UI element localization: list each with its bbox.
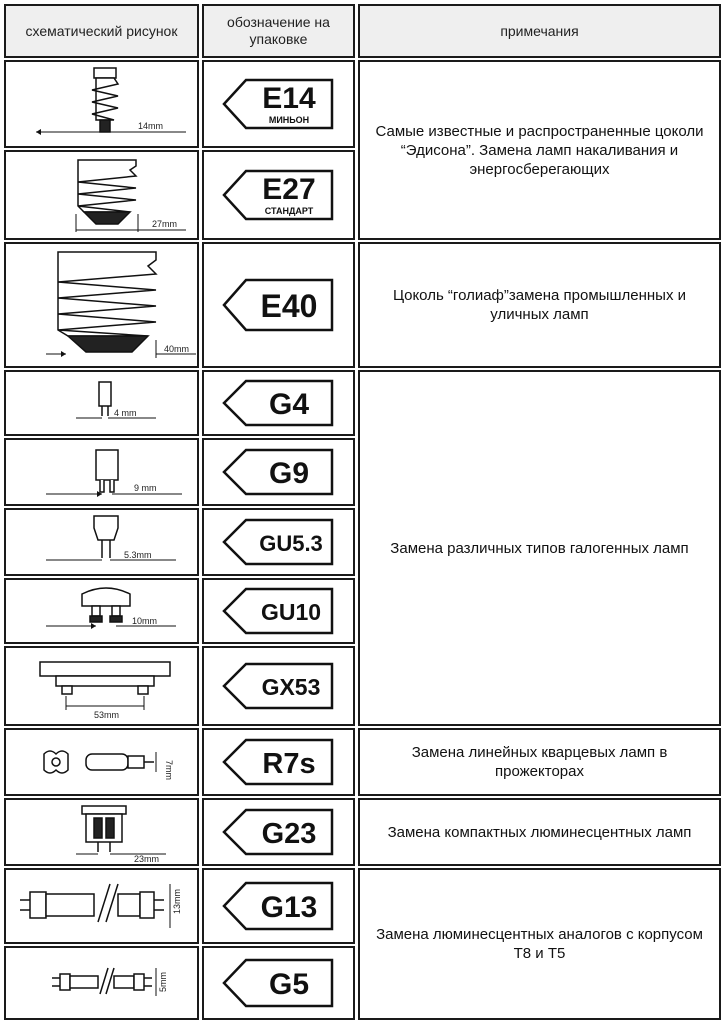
r7s-dim-label: 7mm <box>164 760 174 780</box>
e40-code: E40 <box>260 288 318 324</box>
note-fluorescent: Замена люминесцентных аналогов с корпусом Т8 и Т5 <box>358 868 721 1020</box>
gu10-dim-label: 10mm <box>132 616 158 626</box>
marking-e14 <box>202 60 355 148</box>
e14-base-drawing <box>92 68 118 132</box>
sketch-g13 <box>4 868 199 944</box>
g23-dim-label: 23mm <box>134 854 160 864</box>
e14-dim-label: 14mm <box>138 121 164 131</box>
gx53-base-drawing <box>40 662 170 694</box>
gx53-dim-label: 53mm <box>94 710 120 720</box>
gu53-base-drawing <box>94 516 118 558</box>
marking-e27 <box>202 150 355 240</box>
g5-code: G5 <box>268 968 310 1001</box>
e40-dim-label: 40mm <box>164 344 190 354</box>
gu53-code: GU5.3 <box>259 531 323 556</box>
sketch-g23 <box>4 798 199 866</box>
g5-base-drawing <box>52 968 152 994</box>
g4-code: G4 <box>268 388 310 421</box>
header-notes: примечания <box>358 4 721 58</box>
sketch-e40 <box>4 242 199 368</box>
note-r7s: Замена линейных кварцевых ламп в прожекторах <box>358 728 721 796</box>
g4-dim-label: 4 mm <box>114 408 137 418</box>
marking-gx53 <box>202 646 355 726</box>
marking-g9 <box>202 438 355 506</box>
sketch-g9 <box>4 438 199 506</box>
g13-base-drawing <box>20 884 164 922</box>
sketch-e14 <box>4 60 199 148</box>
marking-r7s <box>202 728 355 796</box>
e14-code: E14 <box>262 82 316 115</box>
e14-sub: МИНЬОН <box>268 115 310 125</box>
marking-gu10 <box>202 578 355 644</box>
marking-g13 <box>202 868 355 944</box>
note-edison: Самые известные и распространенные цоколи “Эдисона”. Замена ламп накаливания и энергосберегающих <box>358 60 721 240</box>
marking-g5 <box>202 946 355 1020</box>
header-marking: обозначение на упаковке <box>202 4 355 58</box>
g5-dim-label: 5mm <box>158 972 168 992</box>
marking-gu53 <box>202 508 355 576</box>
g23-base-drawing <box>82 806 126 852</box>
e40-base-drawing <box>58 252 156 352</box>
r7s-code: R7s <box>262 748 316 780</box>
note-goliath: Цоколь “голиаф”замена промышленных и уличных ламп <box>358 242 721 368</box>
e27-sub: СТАНДАРТ <box>264 206 314 216</box>
g9-base-drawing <box>96 450 118 492</box>
g9-code: G9 <box>268 457 310 490</box>
e27-base-drawing <box>78 160 136 224</box>
marking-g23 <box>202 798 355 866</box>
e27-dim-label: 27mm <box>152 219 178 229</box>
g13-dim-label: 13mm <box>172 888 182 914</box>
marking-e40 <box>202 242 355 368</box>
marking-g4 <box>202 370 355 436</box>
e27-code: E27 <box>262 173 316 206</box>
sketch-r7s <box>4 728 199 796</box>
gu10-code: GU10 <box>260 599 322 625</box>
r7s-base-drawing <box>44 751 154 773</box>
g23-code: G23 <box>261 818 317 850</box>
header-sketch: схематический рисунок <box>4 4 199 58</box>
sketch-g5 <box>4 946 199 1020</box>
sketch-gx53 <box>4 646 199 726</box>
note-g23: Замена компактных люминесцентных ламп <box>358 798 721 866</box>
g13-code: G13 <box>260 891 318 924</box>
g9-dim-label: 9 mm <box>134 483 157 493</box>
sketch-gu53 <box>4 508 199 576</box>
gx53-code: GX53 <box>261 674 321 700</box>
gu53-dim-label: 5.3mm <box>124 550 152 560</box>
sketch-e27 <box>4 150 199 240</box>
g4-base-drawing <box>99 382 111 416</box>
sketch-g4 <box>4 370 199 436</box>
sketch-gu10 <box>4 578 199 644</box>
note-halogen: Замена различных типов галогенных ламп <box>358 370 721 726</box>
gu10-base-drawing <box>82 588 130 622</box>
